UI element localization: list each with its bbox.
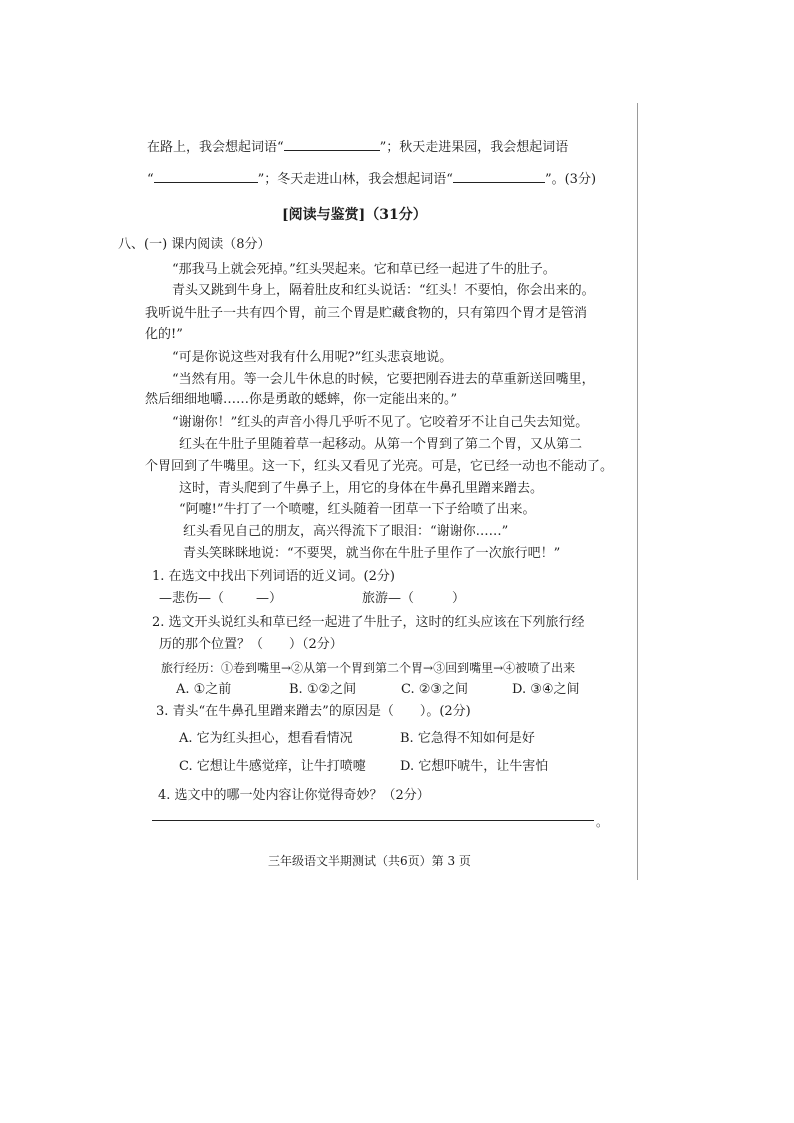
option-b[interactable]: B. ①②之间 <box>289 682 357 697</box>
option-d[interactable]: D. 它想吓唬牛，让牛害怕 <box>400 759 549 774</box>
passage-line: 红头在牛肚子里随着草一起移动。从第一个胃到了第二个胃，又从第二 <box>179 437 583 452</box>
question-4-stem: 4. 选文中的哪一处内容让你觉得奇妙？（2分） <box>158 788 430 803</box>
fill-line-1 <box>147 139 568 156</box>
page-footer: 三年级语文半期测试（共6页）第 3 页 <box>268 854 471 868</box>
answer-blank[interactable] <box>224 591 256 602</box>
passage-line: 红头看见自己的朋友，高兴得流下了眼泪：“谢谢你……” <box>183 524 509 539</box>
answer-end-mark: 。 <box>596 815 609 829</box>
passage-line: “可是你说这些对我有什么用呢?”红头悲哀地说。 <box>172 350 453 365</box>
question-1-word-a <box>159 591 282 607</box>
option-c[interactable]: C. 它想让牛感觉痒，让牛打喷嚏 <box>179 759 366 774</box>
option-a[interactable]: A. ①之前 <box>176 682 232 697</box>
answer-blank[interactable] <box>414 591 452 602</box>
passage-line: 化的!” <box>145 327 183 342</box>
option-a[interactable]: A. 它为红头担心，想看看情况 <box>179 731 353 746</box>
fill-line-2 <box>147 171 596 188</box>
question-1-stem: 1. 在选文中找出下列词语的近义词。(2分) <box>152 569 395 584</box>
passage-line: 个胃回到了牛嘴里。这一下，红头又看见了光亮。可是，它已经一动也不能动了。 <box>145 459 614 474</box>
text-segment: —悲伤—（ <box>159 591 225 606</box>
question-2-line: 2. 选文开头说红头和草已经一起进了牛肚子，这时的红头应该在下列旅行经 <box>152 615 585 630</box>
passage-line: 我听说牛肚子一共有四个胃，前三个胃是贮藏食物的，只有第四个胃才是管消 <box>145 306 588 321</box>
passage-line: “当然有用。等一会儿牛休息的时候，它要把刚吞进去的草重新送回嘴里， <box>172 372 595 387</box>
text-segment: —） <box>256 591 283 606</box>
text-segment: ”。(3分) <box>544 172 597 187</box>
passage-line: 青头又跳到牛身上，隔着肚皮和红头说话：“红头！不要怕，你会出来的。 <box>172 283 595 298</box>
passage-line: “那我马上就会死掉。”红头哭起来。它和草已经一起进了牛的肚子。 <box>172 262 556 277</box>
text-segment: ”；冬天走进山林，我会想起词语“ <box>257 172 453 187</box>
section-title: [阅读与鉴赏]（31分） <box>282 207 427 223</box>
text-segment: 旅游—（ <box>362 591 415 606</box>
text-segment: 在路上，我会想起词语“ <box>147 140 284 155</box>
text-segment: ） <box>452 591 466 606</box>
part-heading: 八、(一) 课内阅读（8分） <box>118 237 271 252</box>
question-3-stem: 3. 青头“在牛鼻孔里蹭来蹭去”的原因是（ ）。(2分) <box>156 704 471 719</box>
margin-line <box>637 103 638 880</box>
option-c[interactable]: C. ②③之间 <box>401 682 469 697</box>
passage-line: “谢谢你！”红头的声音小得几乎听不见了。它咬着牙不让自己失去知觉。 <box>172 415 589 430</box>
passage-line: 然后细细地嚼……你是勇敢的蟋蟀，你一定能出来的。” <box>145 392 458 407</box>
passage-line: 青头笑眯眯地说：“不要哭，就当你在牛肚子里作了一次旅行吧！” <box>183 546 561 561</box>
question-1-word-b <box>362 591 465 607</box>
answer-blank[interactable] <box>284 139 380 151</box>
question-2-line: 历的那个位置？（ ）（2分） <box>159 637 343 652</box>
passage-line: “阿嚏!”牛打了一个喷嚏，红头随着一团草一下子给喷了出来。 <box>179 502 536 517</box>
option-d[interactable]: D. ③④之间 <box>512 682 580 697</box>
journey-path: 旅行经历：①卷到嘴里→②从第一个胃到第二个胃→③回到嘴里→④被喷了出来 <box>161 661 576 675</box>
text-segment: “ <box>147 172 154 187</box>
option-b[interactable]: B. 它急得不知如何是好 <box>400 731 535 746</box>
text-segment: ”；秋天走进果园，我会想起词语 <box>379 140 569 155</box>
answer-blank[interactable] <box>453 171 545 183</box>
passage-line: 这时，青头爬到了牛鼻子上，用它的身体在牛鼻孔里蹭来蹭去。 <box>179 481 544 496</box>
answer-blank[interactable] <box>154 171 258 183</box>
answer-line[interactable] <box>152 820 594 821</box>
